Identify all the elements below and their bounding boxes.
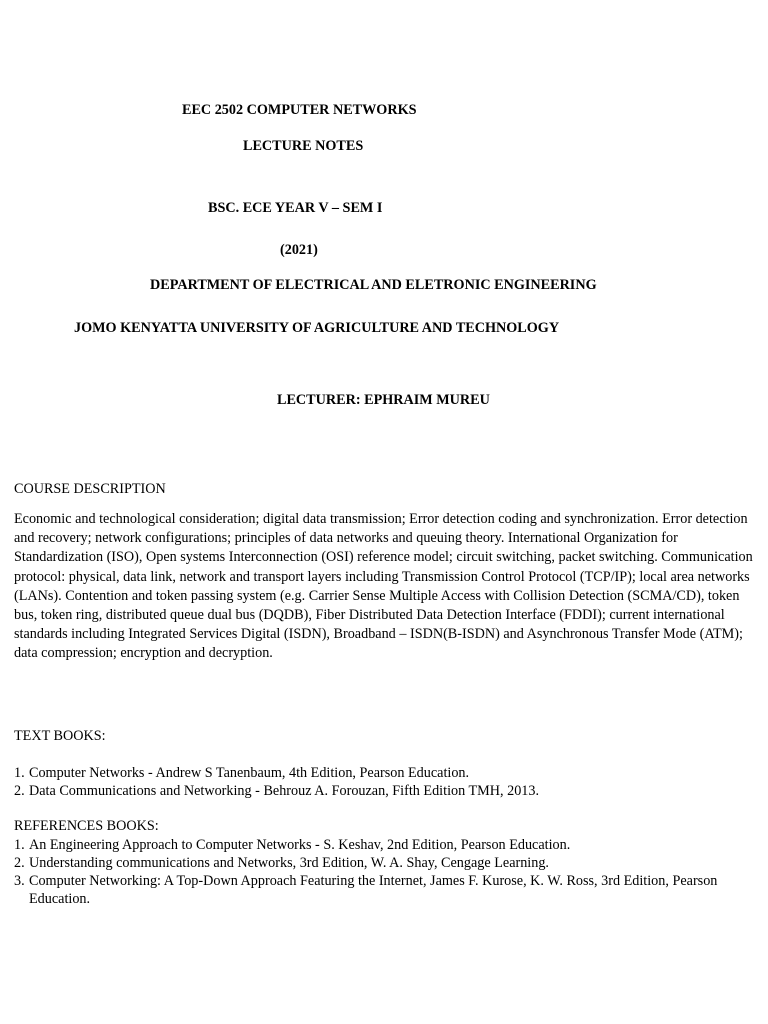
list-item <box>14 854 754 872</box>
list-item-text: An Engineering Approach to Computer Networks - S. Keshav, 2nd Edition, Pearson Education. <box>29 837 571 853</box>
list-number: 2. <box>14 783 25 799</box>
program-title: BSC. ECE YEAR V – SEM I <box>208 200 383 216</box>
department-title: DEPARTMENT OF ELECTRICAL AND ELETRONIC ENGINEERING <box>150 277 597 293</box>
text-books-list <box>14 764 754 800</box>
list-item-text: Computer Networking: A Top-Down Approach Featuring the Internet, James F. Kurose, K. W. Ross, 3rd Edition, Pearson Education. <box>29 873 718 907</box>
list-item-text: Computer Networks - Andrew S Tanenbaum, 4th Edition, Pearson Education. <box>29 765 470 781</box>
list-item <box>14 764 754 782</box>
list-item <box>14 872 754 908</box>
list-number: 1. <box>14 765 25 781</box>
list-item-text: Understanding communications and Networks, 3rd Edition, W. A. Shay, Cengage Learning. <box>29 855 549 871</box>
lecture-notes-title: LECTURE NOTES <box>243 138 364 154</box>
reference-books-heading: REFERENCES BOOKS: <box>14 818 159 834</box>
list-number: 1. <box>14 837 25 853</box>
year-title: (2021) <box>280 242 318 258</box>
list-item <box>14 782 754 800</box>
text-books-heading: TEXT BOOKS: <box>14 728 106 744</box>
list-item-text: Data Communications and Networking - Behrouz A. Forouzan, Fifth Edition TMH, 2013. <box>29 783 540 799</box>
reference-books-list <box>14 836 754 908</box>
list-number: 2. <box>14 855 25 871</box>
list-item <box>14 836 754 854</box>
university-title: JOMO KENYATTA UNIVERSITY OF AGRICULTURE AND TECHNOLOGY <box>74 320 560 336</box>
course-title: EEC 2502 COMPUTER NETWORKS <box>182 102 417 118</box>
course-description-heading: COURSE DESCRIPTION <box>14 481 166 497</box>
course-description-body: Economic and technological consideration; digital data transmission; Error detection coding and synchronization. Error detection and recovery; network configurations; principles of data networks and queuing theory. International Organization for Standardization (ISO), Open systems Interconnection (OSI) reference model; circuit switching, packet switching. Communication protocol: physical, data link, network and transport layers including Transmission Control Protocol (TCP/IP); local area networks (LANs). Contention and token passing system (e.g. Carrier Sense Multiple Access with Collision Detection (SCMA/CD), token bus, token ring, distributed queue dual bus (DQDB), Fiber Distributed Data Detection Interface (FDDI); current international standards including Integrated Services Digital (ISDN), Broadband – ISDN(B-ISDN) and Asynchronous Transfer Mode (ATM); data compression; encryption and decryption. <box>14 511 753 662</box>
lecturer-title: LECTURER: EPHRAIM MUREU <box>277 392 490 408</box>
list-number: 3. <box>14 873 25 889</box>
